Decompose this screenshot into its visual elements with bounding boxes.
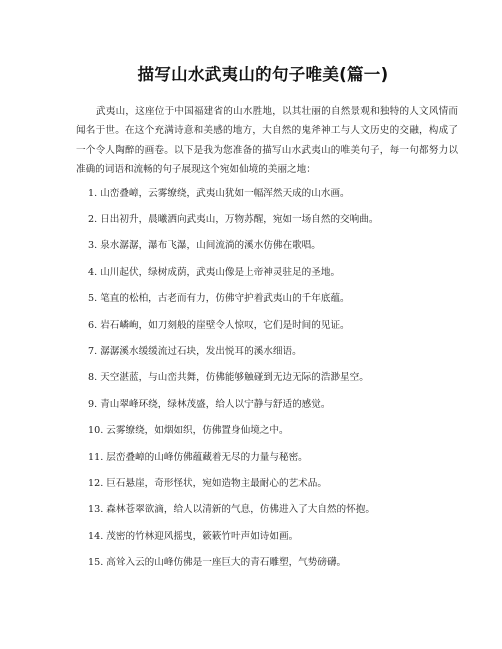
sentence-item-2: 2. 日出初升，晨曦洒向武夷山，万物苏醒，宛如一场自然的交响曲。 — [88, 214, 379, 226]
sentence-item-14: 14. 茂密的竹林迎风摇曳，簌簌竹叶声如诗如画。 — [88, 530, 299, 542]
intro-paragraph: 武夷山，这座位于中国福建省的山水胜地，以其壮丽的自然景观和独特的人文风情而闻名于世。在这个充满诗意和美感的地方，大自然的鬼斧神工与人文历史的交融，构成了一个令人陶醉的画卷。以下是我为您准备的描写山水武夷山的唯美句子，每一句都努力以准确的词语和流畅的句子展现这个宛如仙境的美丽之地： — [76, 106, 458, 176]
sentence-item-9: 9. 青山翠峰环绕，绿林茂盛，给人以宁静与舒适的感觉。 — [88, 398, 331, 410]
sentence-item-4: 4. 山川起伏，绿树成荫，武夷山像是上帝神灵驻足的圣地。 — [88, 266, 341, 278]
sentence-item-12: 12. 巨石悬崖，奇形怪状，宛如造物主最耐心的艺术品。 — [88, 477, 327, 489]
sentence-item-8: 8. 天空湛蓝，与山峦共舞，仿佛能够触碰到无边无际的浩渺星空。 — [88, 372, 369, 384]
sentence-item-1: 1. 山峦叠嶂，云雾缭绕，武夷山犹如一幅浑然天成的山水画。 — [88, 187, 350, 199]
sentence-item-11: 11. 层峦叠嶂的山峰仿佛蕴藏着无尽的力量与秘密。 — [88, 451, 308, 463]
sentence-item-13: 13. 森林苍翠欲滴，给人以清新的气息，仿佛进入了大自然的怀抱。 — [88, 504, 375, 516]
sentence-item-15: 15. 高耸入云的山峰仿佛是一座巨大的青石雕塑，气势磅礴。 — [88, 557, 347, 569]
sentence-item-3: 3. 泉水潺潺，瀑布飞瀑，山间流淌的溪水仿佛在歌唱。 — [88, 240, 321, 252]
sentence-item-7: 7. 潺潺溪水缓缓流过石块，发出悦耳的溪水细语。 — [88, 345, 302, 357]
sentence-item-10: 10. 云雾缭绕，如烟如织，仿佛置身仙境之中。 — [88, 425, 289, 437]
sentence-item-5: 5. 笔直的松柏，古老而有力，仿佛守护着武夷山的千年底蕴。 — [88, 293, 350, 305]
document-title: 描写山水武夷山的句子唯美(篇一) — [137, 65, 389, 84]
sentence-item-6: 6. 岩石嶙峋，如刀刻般的崖壁令人惊叹，它们是时间的见证。 — [88, 319, 350, 331]
sentence-list — [88, 187, 452, 570]
